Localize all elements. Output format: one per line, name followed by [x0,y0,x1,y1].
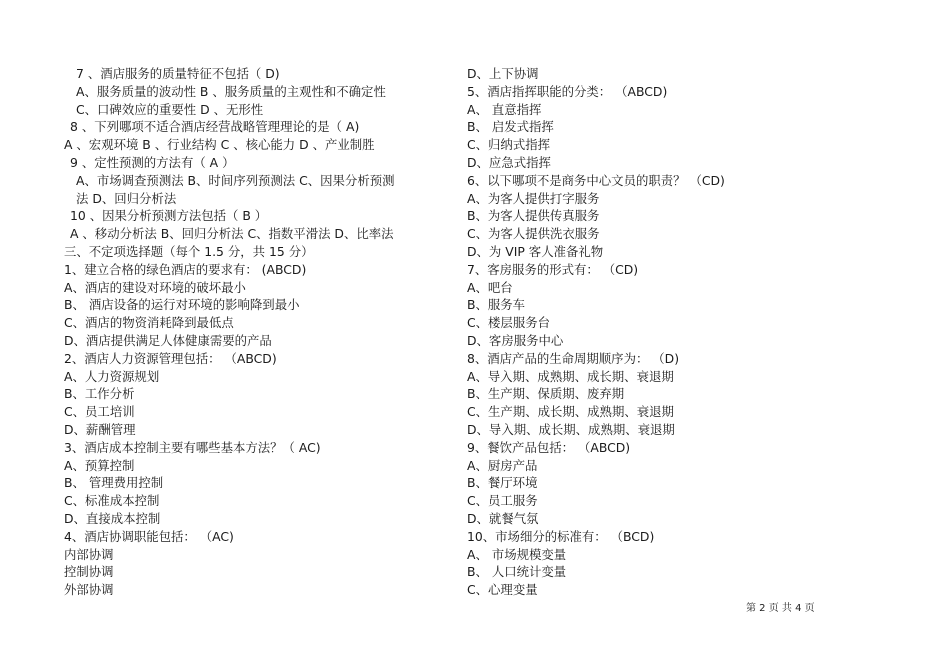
left-text-line: 法 D、回归分析法 [76,190,177,206]
left-text-line: B、 管理费用控制 [64,475,164,491]
right-text-line: A、为客人提供打字服务 [467,190,600,206]
left-text-line: 4、酒店协调职能包括： （AC) [64,528,234,544]
left-column [64,65,424,599]
left-text-line: 1、建立合格的绿色酒店的要求有： (ABCD) [64,261,307,277]
left-text-line: B、 酒店设备的运行对环境的影响降到最小 [64,297,300,313]
left-text-line: C、员工培训 [64,404,135,420]
right-text-line: D、导入期、成长期、成熟期、衰退期 [467,421,675,437]
right-text-line: B、生产期、保质期、废弃期 [467,386,625,402]
left-text-line: 8 、下列哪项不适合酒店经营战略管理理论的是（ A) [70,119,360,135]
left-text-line: A、市场调查预测法 B、时间序列预测法 C、因果分析预测 [76,172,395,188]
right-text-line: B、 人口统计变量 [467,564,567,580]
left-text-line: 内部协调 [64,546,114,562]
right-text-line: D、就餐气氛 [467,510,539,526]
right-text-line: D、上下协调 [467,66,539,81]
left-text-line: D、酒店提供满足人体健康需要的产品 [64,332,272,348]
right-text-line: 8、酒店产品的生命周期顺序为： （D) [467,350,680,366]
left-text-line: B、工作分析 [64,386,135,402]
right-text-line: C、员工服务 [467,493,538,509]
left-text-line: 控制协调 [64,564,114,580]
right-text-line: C、心理变量 [467,582,538,598]
left-text-line: A 、宏观环境 B 、行业结构 C 、核心能力 D 、产业制胜 [64,137,375,153]
left-text-line: A 、移动分析法 B、回归分析法 C、指数平滑法 D、比率法 [70,226,394,242]
right-text-line: D、应急式指挥 [467,154,551,170]
right-text-line: 10、市场细分的标准有： （BCD) [467,528,655,544]
right-text-line: 7、客房服务的形式有： （CD) [467,261,639,277]
left-text-line: 9 、定性预测的方法有（ A ） [70,154,235,170]
right-text-line: 5、酒店指挥职能的分类： （ABCD) [467,83,668,99]
right-text-line: B、服务车 [467,297,526,313]
left-text-line: A、酒店的建设对环境的破坏最小 [64,279,246,295]
right-text-line: D、为 VIP 客人准备礼物 [467,243,604,259]
left-text-line: A、预算控制 [64,457,135,473]
left-text-line: C、酒店的物资消耗降到最低点 [64,315,234,331]
right-text-line: A、 市场规模变量 [467,546,567,562]
left-text-line: A、服务质量的波动性 B 、服务质量的主观性和不确定性 [76,83,386,99]
right-text-line: A、导入期、成熟期、成长期、衰退期 [467,368,674,384]
left-text-line: A、人力资源规划 [64,368,160,384]
right-text-line: B、 启发式指挥 [467,119,554,135]
right-text-line: A、吧台 [467,279,513,295]
left-text-line: 3、酒店成本控制主要有哪些基本方法？（ AC) [64,439,321,455]
left-text-line: C、标准成本控制 [64,493,160,509]
right-text-line: C、生产期、成长期、成熟期、衰退期 [467,404,674,420]
right-column [467,65,827,599]
page-footer: 第 2 页 共 4 页 [746,603,815,614]
left-text-line: 7 、酒店服务的质量特征不包括（ D) [76,66,280,81]
right-text-line: 9、餐饮产品包括： （ABCD) [467,439,631,455]
right-text-line: B、为客人提供传真服务 [467,208,600,224]
right-text-line: 6、以下哪项不是商务中心文员的职责？ （CD) [467,172,725,188]
right-text-line: D、客房服务中心 [467,332,564,348]
left-text-line: 外部协调 [64,582,114,598]
right-text-line: C、为客人提供洗衣服务 [467,226,600,242]
left-text-line: 三、不定项选择题（每个 1.5 分，共 15 分） [64,243,314,259]
left-text-line: D、薪酬管理 [64,421,136,437]
right-text-line: A、 直意指挥 [467,101,542,117]
left-text-line: 2、酒店人力资源管理包括： （ABCD) [64,350,277,366]
right-text-line: C、归纳式指挥 [467,137,550,153]
right-text-line: C、楼层服务台 [467,315,550,331]
left-text-line: D、直接成本控制 [64,510,161,526]
left-text-line: 10 、因果分析预测方法包括（ B ） [70,208,268,224]
right-text-line: A、厨房产品 [467,457,538,473]
right-text-line: B、餐厅环境 [467,475,538,491]
left-text-line: C、口碑效应的重要性 D 、无形性 [76,101,264,117]
